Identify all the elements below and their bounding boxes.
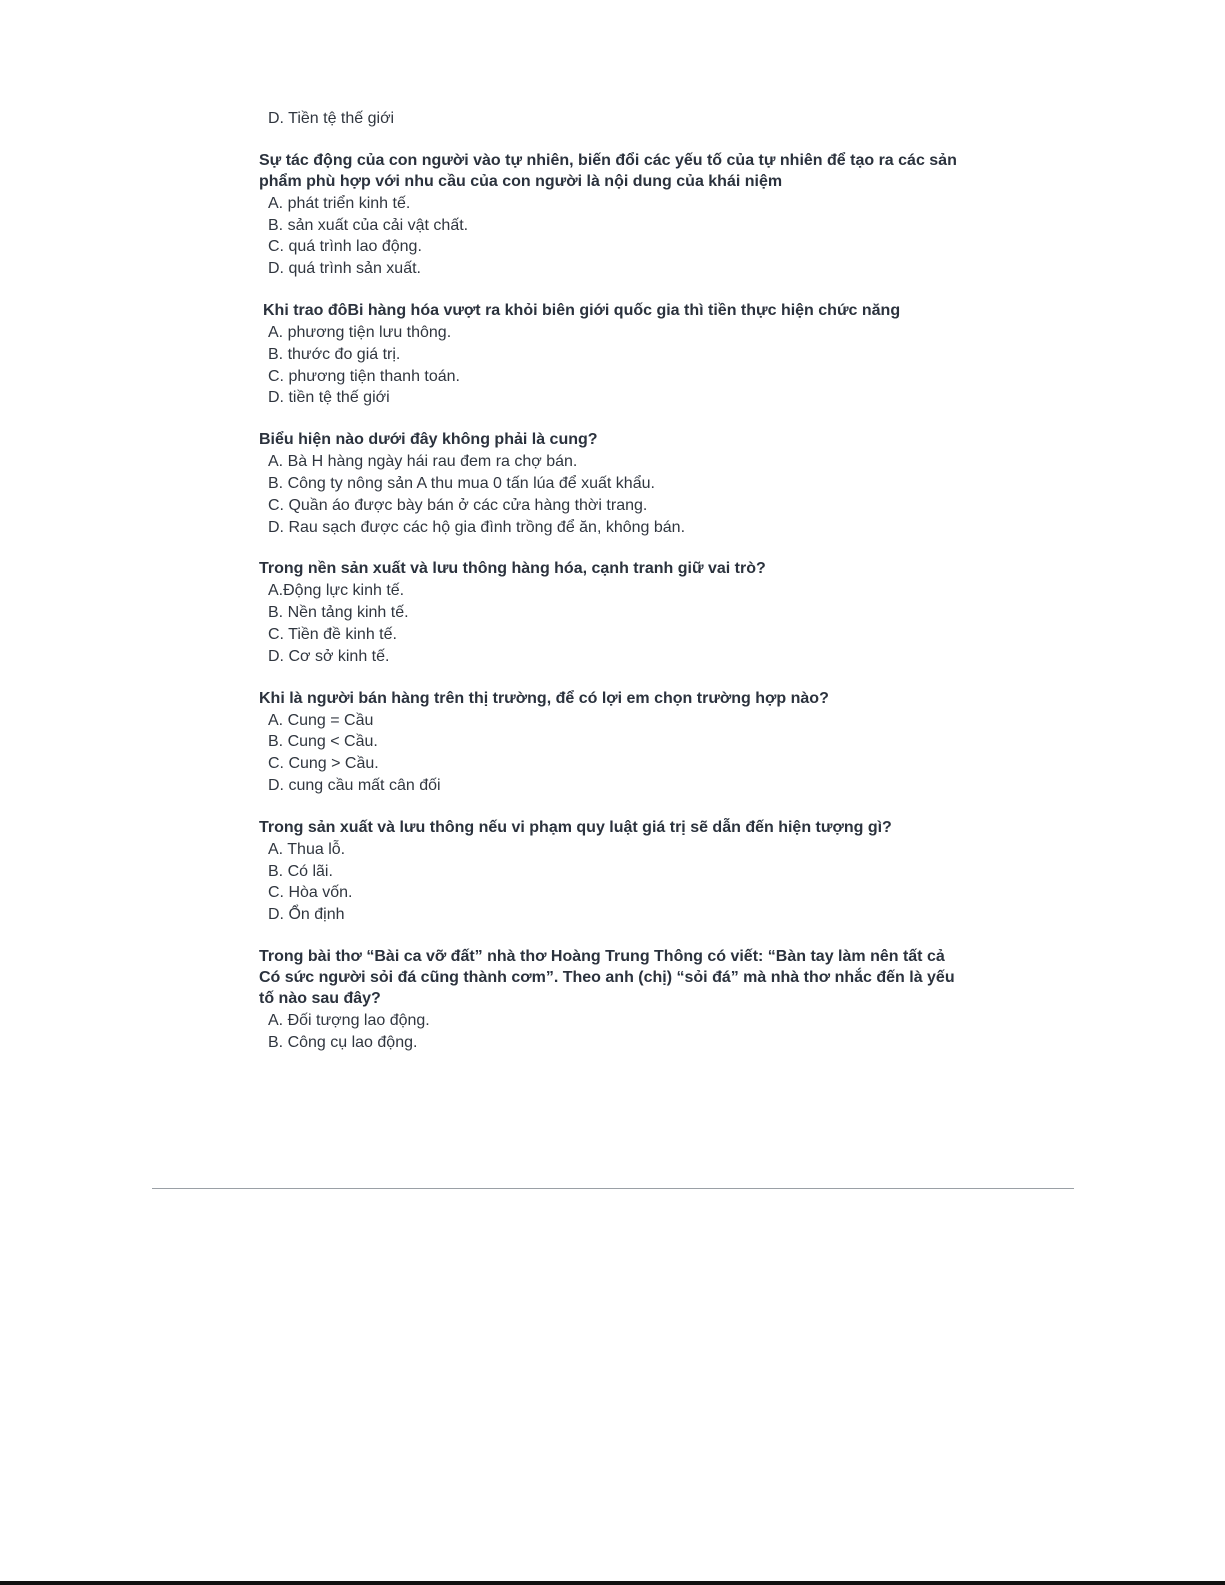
question-text: Khi trao đôBi hàng hóa vượt ra khỏi biên giới quốc gia thì tiền thực hiện chức năng [263,301,901,319]
option-c: C. Hòa vốn. [268,884,353,902]
option-a: A.Động lực kinh tế. [268,582,405,600]
option-b: B. Công cụ lao động. [268,1033,418,1051]
option-d: D. cung cầu mất cân đối [268,776,441,794]
question-5 [259,688,959,797]
option-b: B. Công ty nông sản A thu mua 0 tấn lúa để xuất khẩu. [268,474,655,492]
option-b: B. sản xuất của cải vật chất. [268,216,469,234]
option-c: C. Cung > Cầu. [268,755,379,773]
question-text: Trong sản xuất và lưu thông nếu vi phạm quy luật giá trị sẽ dẫn đến hiện tượng gì? [259,818,892,836]
option-d: D. Rau sạch được các hộ gia đình trồng để ăn, không bán. [268,518,686,536]
option-a: A. phát triển kinh tế. [268,194,411,212]
question-4 [259,558,959,667]
option-c: C. Tiền đề kinh tế. [268,625,397,643]
question-text: Trong bài thơ “Bài ca vỡ đất” nhà thơ Hoàng Trung Thông có viết: “Bàn tay làm nên tất cả Có sức người sỏi đá cũng thành cơm”. Theo anh (chị) “sỏi đá” mà nhà thơ nhắc đến là yếu tố nào sau đây? [259,947,955,1007]
question-7 [259,946,959,1054]
option-c: C. phương tiện thanh toán. [268,367,460,385]
page-divider [152,1188,1074,1189]
option-a: A. Đối tượng lao động. [268,1011,430,1029]
option-d: D. Ổn định [268,906,345,924]
option-b: B. Nền tảng kinh tế. [268,604,409,622]
option-b: B. Có lãi. [268,862,333,880]
option-a: A. Bà H hàng ngày hái rau đem ra chợ bán. [268,453,578,471]
question-6 [259,817,959,926]
option-b: B. Cung < Cầu. [268,733,378,751]
option-c: C. Quần áo được bày bán ở các cửa hàng thời trang. [268,496,648,514]
quiz-content [259,108,959,1054]
option-d: D. Cơ sở kinh tế. [268,647,390,665]
option-a: A. Cung = Cầu [268,711,374,729]
page-bottom-edge [0,1581,1225,1585]
option-d: D. tiền tệ thế giới [268,389,390,407]
option-d: D. quá trình sản xuất. [268,260,421,278]
option-b: B. thước đo giá trị. [268,345,401,363]
question-1 [259,150,959,280]
question-3 [259,429,959,538]
question-text: Biểu hiện nào dưới đây không phải là cung? [259,431,598,449]
option-d-previous-question: D. Tiền tệ thế giới [268,110,395,127]
option-a: A. Thua lỗ. [268,840,346,858]
question-text: Khi là người bán hàng trên thị trường, để có lợi em chọn trường hợp nào? [259,689,829,707]
option-a: A. phương tiện lưu thông. [268,323,452,341]
question-2 [259,300,959,409]
question-text: Sự tác động của con người vào tự nhiên, biến đổi các yếu tố của tự nhiên để tạo ra các sản phẩm phù hợp với nhu cầu của con người là nội dung của khái niệm [259,151,957,190]
question-text: Trong nền sản xuất và lưu thông hàng hóa, cạnh tranh giữ vai trò? [259,560,766,578]
option-c: C. quá trình lao động. [268,238,422,256]
